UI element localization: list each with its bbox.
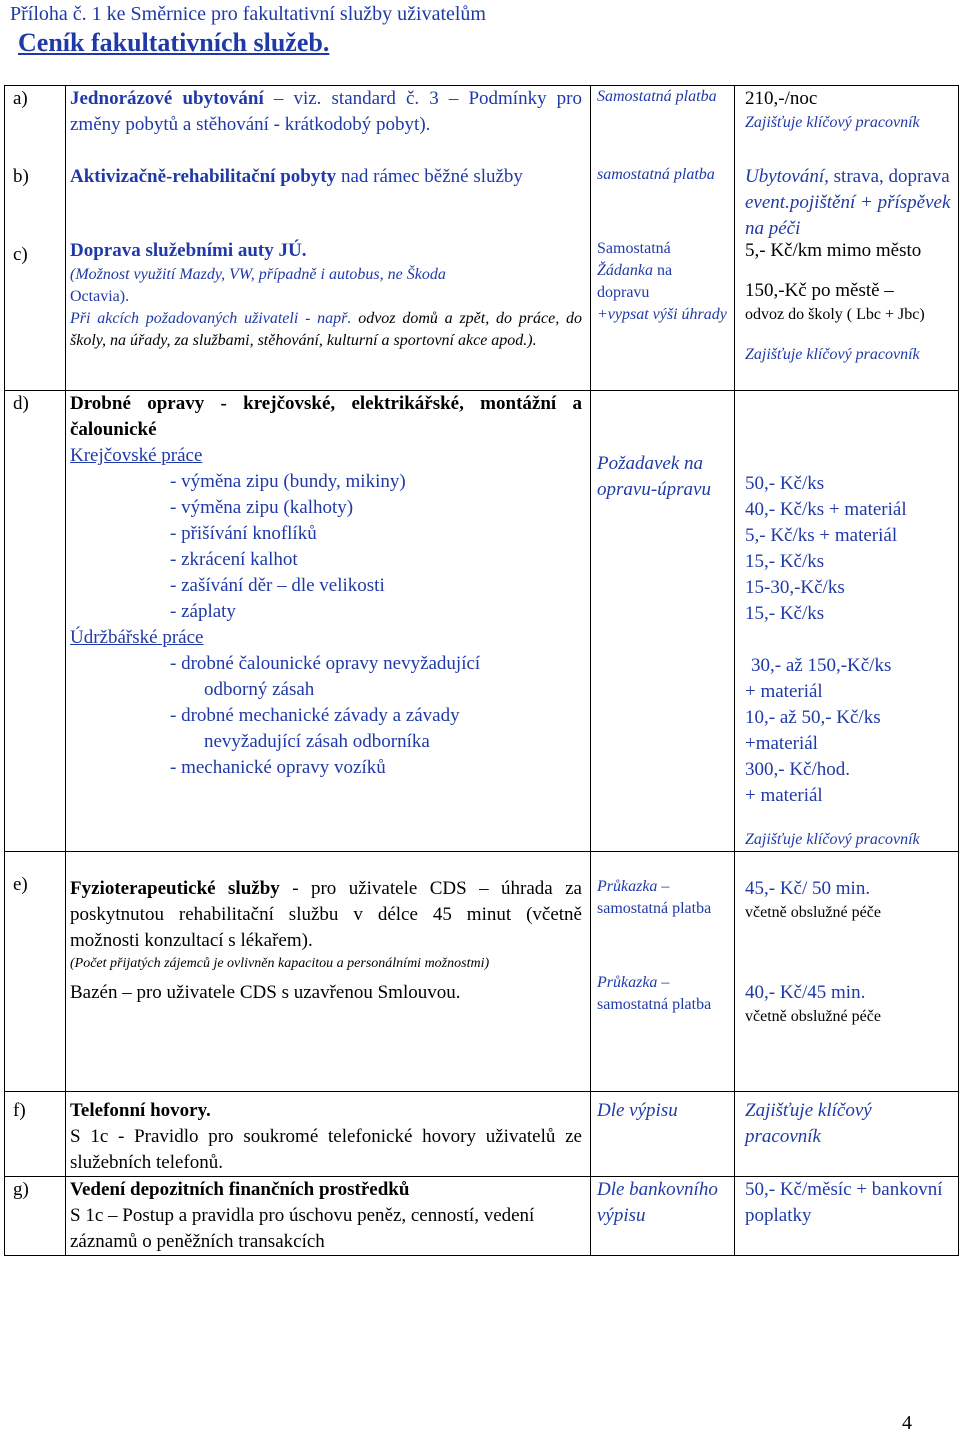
service-text: S 1c - Pravidlo pro soukromé telefonické hovory uživatelů ze služebních telefonů. [70, 1126, 582, 1173]
price-text: 5,- Kč/km mimo město [745, 240, 922, 261]
service-detail: Octavia). [70, 288, 130, 305]
service-detail: odvoz domů a zpět, do práce, do školy, na úřady, za službami, stěhování, kulturní a sportovní akce apod.). [70, 310, 582, 349]
service-detail: (Počet přijatých zájemců je ovlivněn kapacitou a personálními možnostmi) [70, 956, 490, 971]
price-text: 15-30,-Kč/ks [745, 577, 845, 598]
row-letter: a) [13, 88, 28, 109]
payment-cell [591, 852, 735, 1092]
price-text: 15,- Kč/ks [745, 551, 825, 572]
service-text: nad rámec běžné služby [336, 166, 523, 187]
service-name: Jednorázové ubytování [70, 88, 264, 109]
list-item: - zkrácení kalhot [170, 549, 298, 570]
service-name: Drobné opravy - krejčovské, elektrikářské, montážní a čalounické [70, 393, 582, 440]
list-item: odborný zásah [204, 679, 315, 700]
note-text: Zajišťuje klíčový pracovník [735, 1092, 959, 1177]
row-letters [5, 86, 66, 391]
payment-text: Průkazka – [597, 878, 670, 895]
price-list-table [4, 85, 959, 1256]
maintenance-list [70, 651, 582, 781]
service-text: - pro uživatele CDS – úhrada za poskytnutou rehabilitační službu v délce 45 minut (včetně možnosti konzultací s lékařem). [70, 878, 582, 951]
service-name: Aktivizačně-rehabilitační pobyty [70, 166, 337, 187]
price-text: Ubytování, strava, doprava event.pojištění + příspěvek na péči [745, 166, 951, 239]
price-text: odvoz do školy ( Lbc + Jbc) [745, 306, 925, 323]
payment-text: samostatná platba [597, 900, 712, 917]
price-text: +materiál [745, 733, 818, 754]
price-text: 40,- Kč/45 min. [745, 982, 866, 1003]
row-letter: f) [5, 1092, 66, 1177]
price-text: 50,- Kč/měsíc + bankovní poplatky [735, 1177, 959, 1256]
list-item: - přišívání knoflíků [170, 523, 317, 544]
service-name: Vedení depozitních finančních prostředků [70, 1179, 410, 1200]
payment-text: Dle bankovního výpisu [591, 1177, 735, 1256]
row-letter: c) [13, 244, 28, 265]
payment-text: Samostatná [597, 240, 671, 257]
price-text: 45,- Kč/ 50 min. [745, 878, 871, 899]
price-text: 50,- Kč/ks [745, 473, 825, 494]
service-text: S 1c – Postup a pravidla pro úschovu peněz, cenností, vedení záznamů o peněžních transakcích [70, 1205, 535, 1252]
table-row [5, 852, 959, 1092]
payment-text: samostatná platba [597, 996, 712, 1013]
service-name: Fyzioterapeutické služby [70, 878, 280, 899]
service-c [70, 238, 582, 352]
price-text: 30,- až 150,-Kč/ks [751, 655, 892, 676]
price-text: 40,- Kč/ks + materiál [745, 499, 907, 520]
service-subheading: Krejčovské práce [70, 445, 203, 466]
payment-cell [591, 391, 735, 852]
list-item: - výměna zipu (kalhoty) [170, 497, 354, 518]
row-letter: b) [13, 166, 29, 187]
service-name: Doprava služebními auty JÚ. [70, 240, 307, 261]
page-number: 4 [902, 1412, 912, 1434]
service-a [70, 86, 582, 164]
row-letter: d) [5, 391, 66, 852]
note-text: Zajišťuje klíčový pracovník [745, 346, 920, 363]
service-text: – viz. standard č. 3 – Podmínky pro změny pobytů a stěhování - krátkodobý pobyt). [70, 88, 582, 135]
table-row [5, 1177, 959, 1256]
service-text: Bazén – pro uživatele CDS s uzavřenou Smlouvou. [70, 982, 461, 1003]
payment-text: na dopravu [597, 262, 673, 301]
payment-text: Žádanka [597, 262, 653, 279]
payment-cell [591, 86, 735, 391]
row-letter: g) [5, 1177, 66, 1256]
table-row [5, 391, 959, 852]
price-text: 5,- Kč/ks + materiál [745, 525, 898, 546]
payment-text: +vypsat výši úhrady [597, 306, 727, 323]
service-b [70, 164, 582, 238]
payment-text: Požadavek na opravu-úpravu [597, 453, 711, 500]
price-text: 210,-/noc [745, 88, 818, 109]
price-text: + materiál [745, 785, 823, 806]
service-e [70, 876, 582, 954]
note-text: Zajišťuje klíčový pracovník [745, 831, 920, 848]
document-header [10, 2, 950, 60]
list-item: - zašívání děr – dle velikosti [170, 575, 385, 596]
service-subheading: Údržbářské práce [70, 627, 204, 648]
list-item: nevyžadující zásah odborníka [204, 731, 430, 752]
price-text: 10,- až 50,- Kč/ks [745, 707, 881, 728]
price-cell [735, 391, 959, 852]
price-text: 150,-Kč po městě – [745, 280, 894, 301]
service-description [66, 1092, 591, 1177]
payment-text: samostatná platba [597, 166, 715, 183]
service-detail: Při akcích požadovaných uživateli - např. [70, 310, 352, 327]
note-text: Zajišťuje klíčový pracovník [745, 114, 920, 131]
list-item: - výměna zipu (bundy, mikiny) [170, 471, 406, 492]
list-item: - drobné mechanické závady a závady [170, 705, 460, 726]
payment-text: Samostatná platba [597, 88, 717, 105]
price-text: 15,- Kč/ks [745, 603, 825, 624]
table-row [5, 1092, 959, 1177]
tailoring-list [70, 469, 582, 625]
price-cell [735, 86, 959, 391]
list-item: - mechanické opravy vozíků [170, 757, 386, 778]
service-description [66, 86, 591, 391]
table-row [5, 86, 959, 391]
page-title: Ceník fakultativních služeb. [18, 28, 330, 57]
payment-text: Průkazka – [597, 974, 670, 991]
price-note: včetně obslužné péče [745, 904, 881, 921]
price-cell [735, 852, 959, 1092]
payment-text: Dle výpisu [591, 1092, 735, 1177]
service-description [66, 391, 591, 852]
price-text: + materiál [745, 681, 823, 702]
list-item: - drobné čalounické opravy nevyžadující [170, 653, 481, 674]
service-description [66, 852, 591, 1092]
list-item: - záplaty [170, 601, 236, 622]
service-description [66, 1177, 591, 1256]
price-note: včetně obslužné péče [745, 1008, 881, 1025]
row-letter: e) [5, 852, 66, 1092]
service-name: Telefonní hovory. [70, 1100, 211, 1121]
service-detail: (Možnost využití Mazdy, VW, případně i autobus, ne Škoda [70, 266, 446, 283]
attachment-subtitle: Příloha č. 1 ke Směrnice pro fakultativní služby uživatelům [10, 3, 486, 25]
price-text: 300,- Kč/hod. [745, 759, 851, 780]
